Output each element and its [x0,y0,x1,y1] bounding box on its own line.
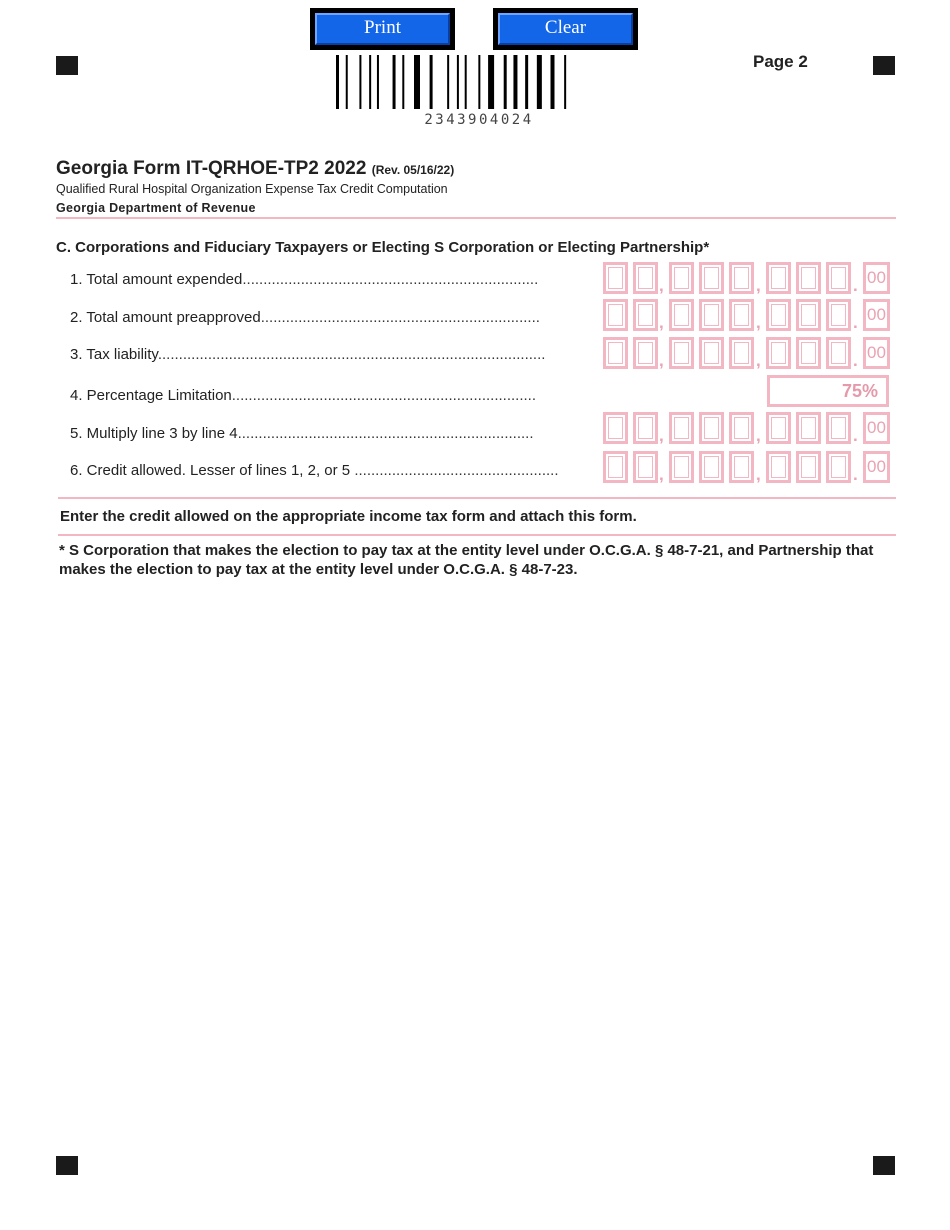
digit-box[interactable] [766,412,791,444]
line-2-label: 2. Total amount preapproved................................................................... [70,309,540,326]
section-heading: C. Corporations and Fiduciary Taxpayers or Electing S Corporation or Electing Partnership* [56,239,710,256]
print-button[interactable]: Print [315,13,450,45]
digit-box[interactable] [603,262,628,294]
page-number: Page 2 [753,52,808,71]
barcode-bar [369,55,371,109]
thousands-separator: , [659,313,664,332]
digit-box[interactable] [699,299,724,331]
digit-box[interactable] [699,412,724,444]
digit-box[interactable] [766,337,791,369]
digit-box[interactable] [796,299,821,331]
barcode-bar [564,55,566,109]
thousands-separator: , [756,313,761,332]
clear-button[interactable]: Clear [498,13,633,45]
thousands-separator: , [659,465,664,484]
digit-box[interactable] [826,337,851,369]
barcode-bar [525,55,528,109]
line-3-label: 3. Tax liability............................................................................................. [70,346,546,363]
barcode-image [336,55,622,109]
barcode-bar [402,55,404,109]
registration-mark-bottom-left [56,1156,78,1175]
digit-box[interactable] [633,451,658,483]
clear-button-frame [493,8,638,50]
footnote: * S Corporation that makes the election to pay tax at the entity level under O.C.G.A. § 48-7-21, and Partnership that makes the election to pay tax at the entity level under O.C.G.A. § 48-7-23. [59,542,874,578]
digit-box[interactable] [826,299,851,331]
digit-box[interactable] [729,412,754,444]
digit-box[interactable] [669,412,694,444]
cents-box: 00 [863,451,890,483]
decimal-separator: . [853,465,858,484]
barcode-bar [336,55,339,109]
divider [58,534,896,536]
digit-box[interactable] [729,451,754,483]
instruction-note: Enter the credit allowed on the appropriate income tax form and attach this form. [60,508,637,525]
thousands-separator: , [659,276,664,295]
digit-box[interactable] [729,262,754,294]
barcode-bar [504,55,507,109]
divider [56,217,896,219]
registration-mark-top-left [56,56,78,75]
digit-box[interactable] [633,412,658,444]
decimal-separator: . [853,276,858,295]
cents-box: 00 [863,412,890,444]
barcode-bar [393,55,396,109]
barcode-bar [346,55,348,109]
digit-box[interactable] [603,451,628,483]
digit-box[interactable] [669,337,694,369]
barcode-bar [359,55,361,109]
digit-box[interactable] [669,262,694,294]
thousands-separator: , [756,426,761,445]
line-1-label: 1. Total amount expended....................................................................... [70,271,539,288]
cents-box: 00 [863,337,890,369]
line-6-label: 6. Credit allowed. Lesser of lines 1, 2, or 5 ................................................. [70,462,559,479]
digit-box[interactable] [796,451,821,483]
barcode-bar [457,55,459,109]
digit-box[interactable] [766,451,791,483]
digit-box[interactable] [826,262,851,294]
line-2-amount-field[interactable] [601,299,891,333]
form-subtitle: Qualified Rural Hospital Organization Expense Tax Credit Computation [56,182,448,196]
barcode-bar [465,55,467,109]
digit-box[interactable] [633,299,658,331]
barcode-bar [430,55,433,109]
barcode-bar [414,55,420,109]
line-4-label: 4. Percentage Limitation......................................................................... [70,387,536,404]
cents-box: 00 [863,262,890,294]
form-title-text: Georgia Form IT-QRHOE-TP2 2022 [56,158,367,179]
line-6-amount-field[interactable] [601,451,891,485]
registration-mark-top-right [873,56,895,75]
barcode-number: 2343904024 [424,112,534,128]
barcode-bar [488,55,494,109]
barcode-bar [537,55,542,109]
decimal-separator: . [853,426,858,445]
digit-box[interactable] [699,337,724,369]
digit-box[interactable] [729,337,754,369]
digit-box[interactable] [669,451,694,483]
digit-box[interactable] [699,451,724,483]
digit-box[interactable] [796,412,821,444]
digit-box[interactable] [603,412,628,444]
thousands-separator: , [659,351,664,370]
department-name: Georgia Department of Revenue [56,201,256,215]
registration-mark-bottom-right [873,1156,895,1175]
digit-box[interactable] [766,262,791,294]
thousands-separator: , [756,276,761,295]
digit-box[interactable] [603,299,628,331]
digit-box[interactable] [633,337,658,369]
decimal-separator: . [853,351,858,370]
digit-box[interactable] [796,262,821,294]
digit-box[interactable] [796,337,821,369]
decimal-separator: . [853,313,858,332]
thousands-separator: , [659,426,664,445]
digit-box[interactable] [766,299,791,331]
form-revision: (Rev. 05/16/22) [371,163,455,177]
digit-box[interactable] [633,262,658,294]
digit-box[interactable] [729,299,754,331]
line-4-percentage-value: 75% [767,375,889,407]
thousands-separator: , [756,465,761,484]
line-3-amount-field[interactable] [601,337,891,371]
divider [58,497,896,499]
line-5-label: 5. Multiply line 3 by line 4....................................................................... [70,425,534,442]
digit-box[interactable] [603,337,628,369]
barcode-bar [478,55,480,109]
digit-box[interactable] [699,262,724,294]
barcode-bar [513,55,517,109]
line-5-amount-field[interactable] [601,412,891,446]
thousands-separator: , [756,351,761,370]
barcode-bar [377,55,379,109]
digit-box[interactable] [826,412,851,444]
print-button-frame [310,8,455,50]
digit-box[interactable] [669,299,694,331]
barcode-bar [447,55,449,109]
form-title [56,158,454,180]
barcode-bar [551,55,555,109]
line-1-amount-field[interactable] [601,262,891,296]
digit-box[interactable] [826,451,851,483]
cents-box: 00 [863,299,890,331]
